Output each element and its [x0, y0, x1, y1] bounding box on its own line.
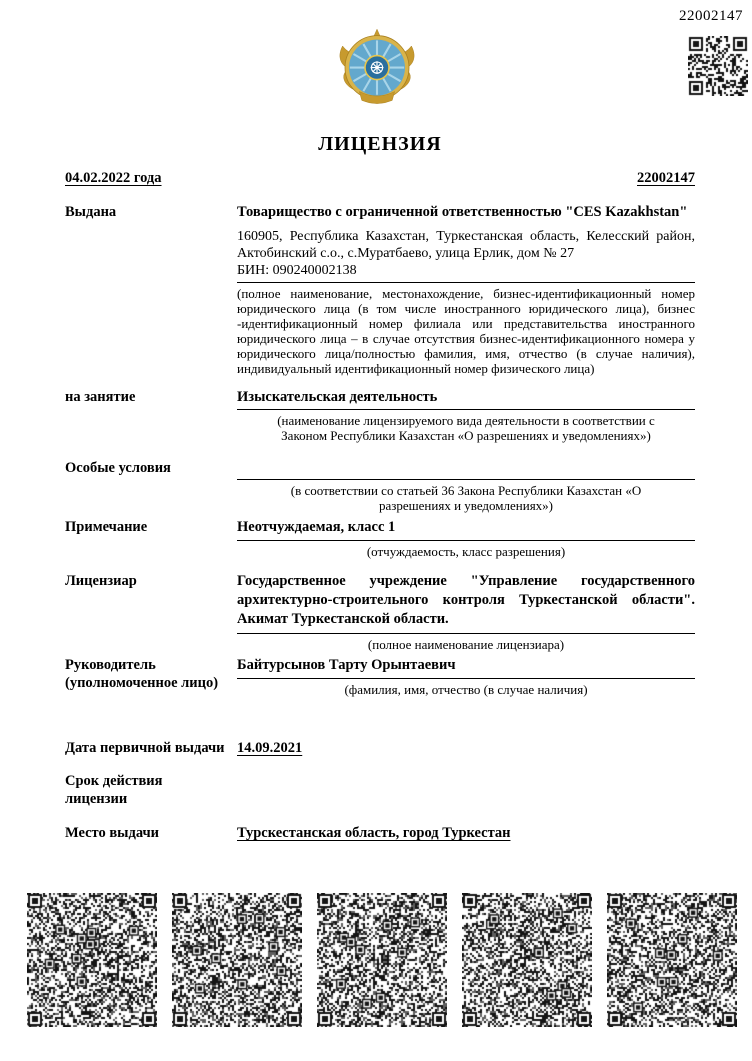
special-conditions-empty-value: [237, 459, 695, 476]
field-caption: (отчуждаемость, класс разрешения): [366, 543, 566, 559]
field-licensor: [65, 572, 695, 652]
field-rule: [237, 633, 695, 634]
signature-barcode-3: [317, 893, 447, 1027]
head-name: Байтурсынов Тарту Орынтаевич: [237, 656, 456, 673]
signature-barcode-2: [172, 893, 302, 1027]
field-issued-to: [65, 203, 695, 377]
field-label: Примечание: [65, 518, 148, 535]
field-rule: [237, 479, 695, 480]
place-of-issue-value: Турскестанская область, город Туркестан: [237, 824, 511, 841]
field-head: [65, 656, 695, 697]
field-validity-period: [65, 772, 695, 808]
signature-barcode-4: [462, 893, 592, 1027]
field-label: Дата первичной выдачи: [65, 739, 225, 756]
qr-code: [688, 36, 748, 96]
note-value: Неотчуждаемая, класс 1: [237, 518, 396, 535]
field-label: Особые условия: [65, 459, 171, 476]
licensor-value: Государственное учреждение "Управление государственного архитектурно-строительного контроля Туркестанской области". Акимат Туркестанской области.: [237, 572, 695, 628]
document-number-top: 22002147: [679, 8, 743, 24]
issue-date: 04.02.2022 года: [65, 170, 162, 186]
field-place-of-issue: [65, 824, 695, 843]
field-caption: (полное наименование, местонахождение, бизнес-идентификационный номер юридического лица (в том числе иностранного юридического лица), бизнес -идентификационный номер филиала или представительства иностранного юридического лица – в случае отсутствия бизнес-идентификационного номера у юридического лица/полностью фамилия, имя, отчество (в случае наличия), индивидуальный идентификационный номер физического лица): [237, 286, 695, 377]
field-caption: (в соответствии со статьей 36 Закона Республики Казахстан «О разрешениях и уведомлениях»): [290, 482, 642, 513]
first-issue-date-value: 14.09.2021: [237, 739, 303, 756]
field-label: Место выдачи: [65, 824, 160, 841]
field-caption: (фамилия, имя, отчество (в случае наличия): [344, 681, 588, 697]
field-first-issue-date: [65, 739, 695, 758]
activity-value: Изыскательская деятельность: [237, 388, 438, 405]
field-label: на занятие: [65, 388, 136, 405]
field-special-conditions: [65, 459, 695, 513]
field-rule: [237, 678, 695, 679]
field-activity: [65, 388, 695, 444]
field-note: [65, 518, 695, 559]
date-and-number-row: [65, 170, 695, 187]
license-body: [65, 133, 695, 843]
page-title: ЛИЦЕНЗИЯ: [318, 133, 442, 155]
signature-barcode-strip: [27, 893, 737, 1027]
issued-company-name: Товарищество с ограниченной ответственностью "CES Kazakhstan": [237, 204, 688, 220]
field-rule: [237, 282, 695, 283]
field-rule: [237, 409, 695, 410]
field-caption: (полное наименование лицензиара): [367, 636, 565, 652]
field-caption: (наименование лицензируемого вида деятельности в соответствии с Законом Республики Казахстан «О разрешениях и уведомлениях»): [277, 413, 655, 444]
license-number: 22002147: [637, 170, 695, 186]
field-rule: [237, 540, 695, 541]
signature-barcode-1: [27, 893, 157, 1027]
kazakhstan-emblem-icon: [329, 22, 425, 118]
field-label: Руководитель (уполномоченное лицо): [65, 656, 219, 692]
issued-address: 160905, Республика Казахстан, Туркестанская область, Келесский район, Актобинский с.о., с.Муратбаево, улица Ерлик, дом № 27: [237, 228, 695, 261]
field-label: Срок действия лицензии: [65, 772, 163, 807]
field-label: Лицензиар: [65, 572, 137, 589]
issued-bin: БИН: 090240002138: [237, 263, 357, 278]
field-label: Выдана: [65, 204, 117, 220]
signature-barcode-5: [607, 893, 737, 1027]
